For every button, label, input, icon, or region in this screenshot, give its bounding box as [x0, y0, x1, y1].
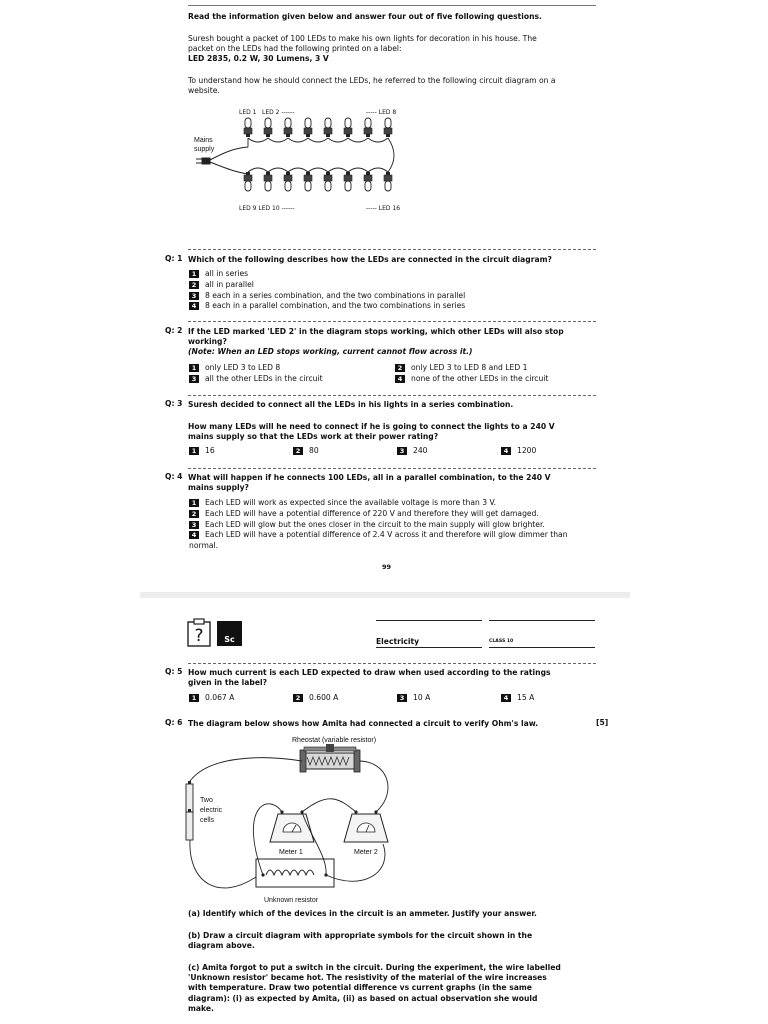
header-line-right	[489, 620, 595, 621]
q1-text: Which of the following describes how the LEDs are connected in the circuit diagram?	[188, 255, 552, 264]
led-top-row	[244, 118, 394, 174]
subject-badge	[217, 621, 242, 646]
led-wire-loop	[288, 138, 308, 142]
rheostat	[300, 744, 360, 772]
led-circuit-diagram	[190, 102, 430, 217]
intro-instruction: Read the information given below and answer four out of five following questions.	[188, 12, 542, 21]
question-mark: ?	[194, 626, 204, 646]
rheostat-label: Rheostat (variable resistor)	[292, 737, 377, 744]
q2-text-line2: working?	[188, 337, 227, 346]
subject-code: Sc	[224, 635, 235, 644]
led-wire-loop	[368, 138, 388, 142]
q4-option-1[interactable]: 1 Each LED will work as expected since the available voltage is more than 3 V.	[189, 498, 496, 508]
para2-line2: website.	[188, 86, 220, 95]
meter1-label: Meter 1	[279, 849, 303, 856]
led9-led10-label: LED 9 LED 10 ------	[239, 205, 295, 212]
q6-part-c-line2: 'Unknown resistor' became hot. The resistivity of the material of the wire increases	[188, 973, 547, 982]
q2-number: Q: 2	[165, 326, 183, 335]
led-bulb-icon	[324, 118, 332, 137]
para2-line1: To understand how he should connect the LEDs, he referred to the following circuit diagram on a	[188, 76, 556, 85]
led1-label: LED 1	[239, 109, 257, 116]
led-wire-loop	[368, 168, 388, 172]
resistor-label: Unknown resistor	[264, 897, 319, 904]
led-wire-loop	[348, 138, 368, 142]
q3-sub-line1: How many LEDs will he need to connect if he is going to connect the lights to a 240 V	[188, 422, 555, 431]
chapter-title: Electricity	[376, 637, 420, 646]
para1-line1: Suresh bought a packet of 100 LEDs to make his own lights for decoration in his house. The	[188, 34, 537, 43]
led-bulb-icon	[344, 118, 352, 137]
q5-option-4[interactable]: 4 15 A	[501, 693, 534, 703]
q3-number: Q: 3	[165, 399, 183, 408]
led-wire-loop	[308, 168, 328, 172]
q6-part-b-line2: diagram above.	[188, 941, 255, 950]
led-wire-loop	[268, 138, 288, 142]
cells-label-line3: cells	[200, 817, 215, 824]
q5-text-line2: given in the label?	[188, 678, 267, 687]
page-number: 99	[382, 563, 392, 571]
led-bulb-icon	[344, 172, 352, 191]
q1-option-1[interactable]: 1 all in series	[189, 269, 248, 279]
q4-option-4[interactable]: 4 Each LED will have a potential difference of 2.4 V across it and therefore will glow dimmer than	[189, 530, 568, 540]
mains-label-line2: supply	[194, 146, 215, 153]
q6-number: Q: 6	[165, 718, 183, 727]
meter-2	[344, 810, 388, 842]
cells-label-line2: electric	[200, 807, 223, 814]
q1-option-4[interactable]: 4 8 each in a parallel combination, and the two combinations in series	[189, 301, 465, 311]
q4-number: Q: 4	[165, 472, 183, 481]
led-wire-loop	[268, 168, 288, 172]
led-bulb-icon	[284, 118, 292, 137]
q5-option-2[interactable]: 2 0.600 A	[293, 693, 338, 703]
question-clipboard-icon	[187, 619, 213, 647]
led2-label: LED 2 ------	[262, 109, 295, 116]
led-bulb-icon	[384, 118, 392, 137]
q2-note: (Note: When an LED stops working, current cannot flow across it.)	[188, 347, 473, 356]
led16-label: ----- LED 16	[366, 205, 401, 212]
led-wire-loop	[308, 138, 328, 142]
q3-option-2[interactable]: 2 80	[293, 446, 319, 456]
q5-option-1[interactable]: 1 0.067 A	[189, 693, 234, 703]
q1-number: Q: 1	[165, 254, 183, 263]
header-underline-right	[489, 647, 595, 648]
q5-text-line1: How much current is each LED expected to draw when used according to the ratings	[188, 668, 551, 677]
para1-line2: packet on the LEDs had the following printed on a label:	[188, 44, 402, 53]
q5-number: Q: 5	[165, 667, 183, 676]
meter2-label: Meter 2	[354, 849, 378, 856]
q4-option-3[interactable]: 3 Each LED will glow but the ones closer in the circuit to the main supply will glow brighter.	[189, 520, 545, 530]
two-electric-cells	[186, 781, 193, 840]
led-bulb-icon	[304, 118, 312, 137]
q6-part-c-line3: with temperature. Draw two potential difference vs current graphs (in the same	[188, 983, 532, 992]
led-wire-loop	[288, 168, 308, 172]
q3-text: Suresh decided to connect all the LEDs in his lights in a series combination.	[188, 400, 514, 409]
q2-option-4[interactable]: 4 none of the other LEDs in the circuit	[395, 374, 548, 384]
q6-text: The diagram below shows how Amita had connected a circuit to verify Ohm's law.	[188, 719, 539, 728]
led-label-text: LED 2835, 0.2 W, 30 Lumens, 3 V	[188, 54, 329, 63]
mains-label-line1: Mains	[194, 137, 213, 144]
led-bulb-icon	[284, 172, 292, 191]
led-wire-loop	[248, 138, 268, 142]
cells-label-line1: Two	[200, 797, 213, 804]
class-label: CLASS 10	[489, 639, 514, 644]
q3-sub-line2: mains supply so that the LEDs work at their power rating?	[188, 432, 439, 441]
led-wire-loop	[348, 168, 368, 172]
q5-divider	[188, 663, 596, 664]
q2-text-line1: If the LED marked 'LED 2' in the diagram stops working, which other LEDs will also stop	[188, 327, 564, 336]
q6-marks: [5]	[596, 718, 609, 727]
led-bulb-icon	[244, 118, 252, 137]
q4-option-2[interactable]: 2 Each LED will have a potential difference of 220 V and therefore they will get damaged.	[189, 509, 539, 519]
mains-wire-bottom	[210, 162, 248, 174]
q5-option-3[interactable]: 3 10 A	[397, 693, 430, 703]
led-bulb-icon	[244, 172, 252, 191]
q3-divider	[188, 395, 596, 396]
led-bulb-icon	[264, 118, 272, 137]
q3-option-4[interactable]: 4 1200	[501, 446, 536, 456]
led-bulb-icon	[264, 172, 272, 191]
q3-option-1[interactable]: 1 16	[189, 446, 215, 456]
mains-plug-icon	[196, 158, 210, 164]
q6-part-a: (a) Identify which of the devices in the circuit is an ammeter. Justify your answer.	[188, 909, 537, 918]
q3-option-3[interactable]: 3 240	[397, 446, 428, 456]
led-bulb-icon	[324, 172, 332, 191]
q2-option-2[interactable]: 2 only LED 3 to LED 8 and LED 1	[395, 363, 527, 373]
led-bulb-icon	[384, 172, 392, 191]
q4-text-line2: mains supply?	[188, 483, 249, 492]
q1-option-2[interactable]: 2 all in parallel	[189, 280, 254, 290]
q2-option-1[interactable]: 1 only LED 3 to LED 8	[189, 363, 280, 373]
q4-option-4-continued: normal.	[189, 541, 219, 550]
q1-option-3[interactable]: 3 8 each in a series combination, and the two combinations in parallel	[189, 291, 465, 301]
led-wire-loop	[248, 168, 268, 172]
q2-option-3[interactable]: 3 all the other LEDs in the circuit	[189, 374, 323, 384]
mains-wire-top	[210, 147, 248, 160]
q4-text-line1: What will happen if he connects 100 LEDs, all in a parallel combination, to the 240 V	[188, 473, 551, 482]
led-bulb-icon	[304, 172, 312, 191]
q6-part-c-line4: diagram): (i) as expected by Amita, (ii) as based on actual observation she would	[188, 994, 538, 1003]
led-wire-loop	[328, 138, 348, 142]
led-bottom-row	[244, 168, 392, 191]
q6-part-c-line1: (c) Amita forgot to put a switch in the circuit. During the experiment, the wire labelled	[188, 963, 561, 972]
led-bulb-icon	[364, 172, 372, 191]
q1-divider	[188, 249, 596, 250]
header-line-left	[376, 620, 482, 621]
led8-label: ----- LED 8	[366, 109, 397, 116]
q6-part-b-line1: (b) Draw a circuit diagram with appropriate symbols for the circuit shown in the	[188, 931, 533, 940]
unknown-resistor	[256, 859, 334, 887]
q4-divider	[188, 468, 596, 469]
top-rule	[188, 5, 596, 6]
ohms-law-circuit-diagram	[178, 732, 418, 907]
led-wire-loop	[328, 168, 348, 172]
led-bulb-icon	[364, 118, 372, 137]
led-wire	[388, 138, 394, 172]
q6-part-c-line5: make.	[188, 1004, 214, 1013]
q2-divider	[188, 321, 596, 322]
header-underline-left	[376, 647, 482, 648]
